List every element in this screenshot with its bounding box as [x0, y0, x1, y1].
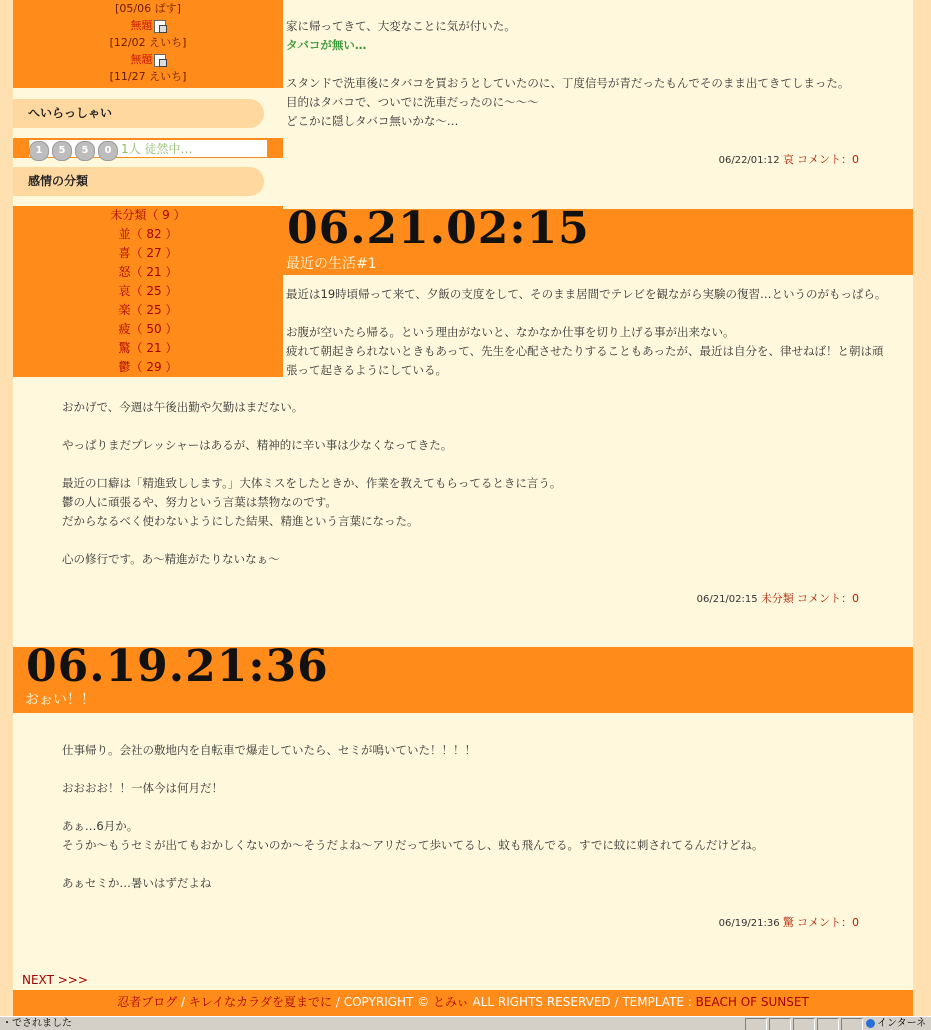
- category-link[interactable]: 喜（ 27 ）: [118, 246, 178, 260]
- entry-category-link[interactable]: 未分類: [760, 592, 794, 605]
- entry-time: 06/19/21:36: [718, 918, 780, 929]
- entry-line: あぁ…6月か。: [62, 819, 139, 833]
- entry-meta: [719, 151, 859, 167]
- counter-digit: 0: [98, 141, 118, 161]
- entry-body-wide: [62, 398, 561, 569]
- entry-body: [286, 285, 886, 380]
- recent-comment-title[interactable]: 無題: [13, 51, 283, 68]
- entry-category-link[interactable]: 哀: [782, 153, 794, 166]
- entry-line: 張って起きるようにしている。: [286, 363, 447, 377]
- category-heading: 感情の分類: [13, 167, 264, 196]
- category-link[interactable]: 並（ 82 ）: [118, 227, 178, 241]
- entry-line: どこかに隠しタバコ無いかな～…: [286, 114, 459, 128]
- category-link[interactable]: 楽（ 25 ）: [118, 303, 178, 317]
- entry-body: [62, 741, 763, 893]
- entry-line: お腹が空いたら帰る。という理由がないと、なかなか仕事を切り上げる事が出来ない。: [286, 325, 735, 339]
- status-cell: [793, 1018, 815, 1030]
- counter-digit: 5: [52, 141, 72, 161]
- counter-digit: 1: [29, 141, 49, 161]
- footer-copyright: / COPYRIGHT ©: [332, 995, 434, 1009]
- entry-line: 最近は19時頃帰って来て、夕飯の支度をして、そのまま居間でテレビを観ながら実験の復習…というのがもっぱら。: [286, 287, 887, 301]
- entry-title-link[interactable]: 最近の生活#1: [286, 256, 377, 272]
- counter-digit: 5: [75, 141, 95, 161]
- entry-title-link[interactable]: おぉい！！: [25, 692, 95, 708]
- entry-line: [286, 304, 886, 323]
- category-link[interactable]: 鬱（ 29 ）: [118, 360, 178, 374]
- entry-line: スタンドで洗車後にタバコを買おうとしていたのに、丁度信号が青だったもんでそのまま出てきてしまった。: [286, 76, 850, 90]
- entry-header: [283, 203, 913, 275]
- entry-line: [62, 855, 763, 874]
- footer-rights: ALL RIGHTS RESERVED / TEMPLATE :: [468, 995, 696, 1009]
- footer-template-link[interactable]: BEACH OF SUNSET: [695, 995, 809, 1009]
- recent-comment-title[interactable]: 無題: [13, 17, 283, 34]
- footer: [13, 990, 913, 1016]
- entry-line: 目的はタバコで、ついでに洗車だったのに～～～: [286, 95, 539, 109]
- entry-line: だからなるべく使わないようにした結果、精進という言葉になった。: [62, 514, 419, 528]
- category-link[interactable]: 怒（ 21 ）: [118, 265, 178, 279]
- entry-line: [286, 55, 849, 74]
- entry-line: 疲れて朝起きられないときもあって、先生を心配させたりすることもあったが、最近は自分を、律せねば！と朝は頑: [286, 344, 884, 358]
- globe-icon: [866, 1019, 875, 1028]
- entry-date: 06.21.02:15: [287, 203, 590, 254]
- entry-line: [62, 531, 561, 550]
- online-count: 1人 徒然中…: [121, 142, 193, 156]
- entry-body: [286, 17, 849, 131]
- status-cell: [817, 1018, 839, 1030]
- entry-line: [62, 455, 561, 474]
- entry-line: そうか～もうセミが出てもおかしくないのか～そうだよね～アリだって歩いてるし、蚊も飛んでる。すでに蚊に刺されてるんだけどね。: [62, 838, 764, 852]
- category-link[interactable]: 驚（ 21 ）: [118, 341, 178, 355]
- browser-status-bar: [0, 1016, 931, 1030]
- footer-separator: /: [177, 995, 189, 1009]
- footer-link-ninja-blog[interactable]: 忍者ブログ: [117, 995, 178, 1009]
- entry-line: 心の修行です。あ～精進がたりないなぁ～: [62, 552, 280, 566]
- entry-line: 最近の口癖は「精進致しします。」大体ミスをしたときか、作業を教えてもらってるときに言う。: [62, 476, 562, 490]
- category-link[interactable]: 疲（ 50 ）: [118, 322, 178, 336]
- footer-owner-link[interactable]: とみぃ: [433, 995, 469, 1009]
- entry-line: [62, 760, 763, 779]
- entry-line: 家に帰ってきて、大変なことに気が付いた。: [286, 19, 516, 33]
- entry-header: [13, 641, 913, 713]
- blog-page: [13, 0, 913, 1016]
- entry-category-link[interactable]: 驚: [782, 916, 794, 929]
- entry-line-emphasis: タバコが無い…: [286, 38, 367, 52]
- category-link[interactable]: 未分類（ 9 ）: [110, 208, 186, 222]
- entry-date: 06.19.21:36: [26, 641, 329, 692]
- entry-line: 鬱の人に頑張るや、努力という言葉は禁物なのです。: [62, 495, 337, 509]
- entry-line: あぁセミか…暑いはずだよね: [62, 876, 212, 890]
- security-zone: [866, 1017, 926, 1030]
- recent-comment-author[interactable]: [05/06 ぱす]: [115, 2, 181, 15]
- entry-line: [62, 417, 561, 436]
- entry-line: [62, 798, 763, 817]
- footer-link-blog-title[interactable]: キレイなカラダを夏までに: [188, 995, 333, 1009]
- entry-time: 06/22/01:12: [718, 155, 780, 166]
- category-list: [13, 206, 283, 377]
- recent-comment-author[interactable]: [12/02 えいち]: [109, 36, 187, 49]
- entry-comment-link[interactable]: コメント：0: [797, 916, 859, 929]
- status-cell: [745, 1018, 767, 1030]
- comment-icon: [154, 20, 166, 33]
- comment-icon: [154, 54, 166, 67]
- category-link[interactable]: 哀（ 25 ）: [118, 284, 178, 298]
- visitor-counter: [29, 140, 267, 157]
- entry-comment-link[interactable]: コメント：0: [797, 592, 859, 605]
- entry-time: 06/21/02:15: [696, 594, 758, 605]
- next-page-link[interactable]: NEXT >>>: [22, 973, 88, 987]
- entry-meta: [697, 590, 859, 606]
- entry-line: 仕事帰り。会社の敷地内を自転車で爆走していたら、セミが鳴いていた！！！！: [62, 743, 476, 757]
- recent-comments: [13, 0, 283, 88]
- entry-meta: [719, 914, 859, 930]
- welcome-heading: へいらっしゃい: [13, 99, 264, 128]
- recent-comment-author[interactable]: [11/27 えいち]: [109, 70, 187, 83]
- entry-line: やっぱりまだプレッシャーはあるが、精神的に辛い事は少なくなってきた。: [62, 438, 453, 452]
- status-cell: [841, 1018, 863, 1030]
- status-cell: [769, 1018, 791, 1030]
- status-text: ・でされました: [2, 1018, 72, 1029]
- entry-comment-link[interactable]: コメント：0: [797, 153, 859, 166]
- entry-line: おおおお！！一体今は何月だ！: [62, 781, 223, 795]
- zone-label: インターネ: [877, 1018, 927, 1029]
- entry-line: おかげで、今週は午後出勤や欠勤はまだない。: [62, 400, 304, 414]
